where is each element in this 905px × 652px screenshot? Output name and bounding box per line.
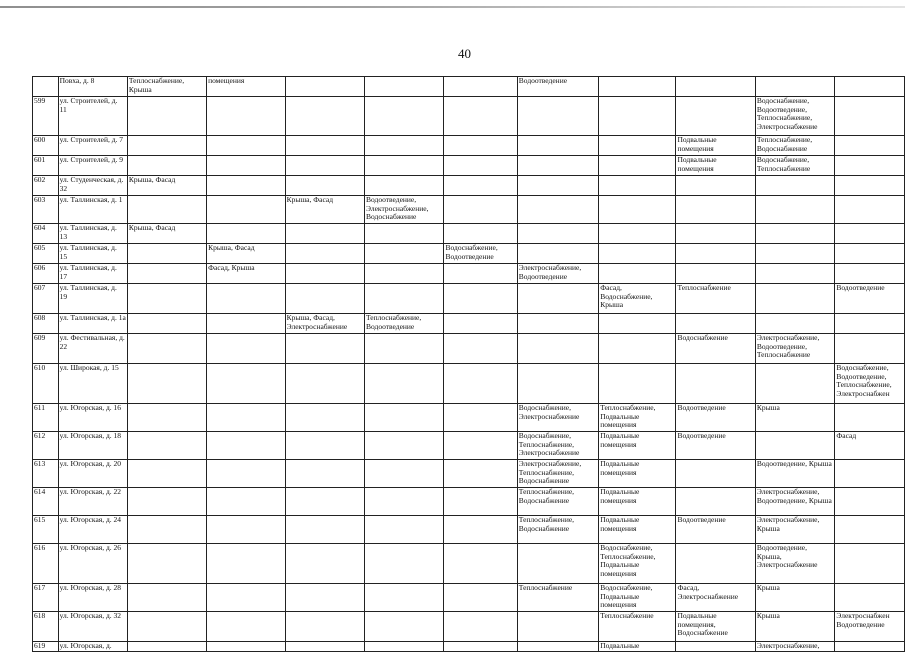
work-type-cell [127, 432, 206, 460]
work-type-cell: Теплоснабжение [676, 284, 755, 314]
work-type-cell [599, 176, 676, 196]
address-cell: ул. Югорская, д. 32 [58, 612, 127, 642]
table-row [33, 224, 905, 244]
work-type-cell: Подвальные помещения [599, 516, 676, 544]
work-type-cell [835, 244, 905, 264]
table-row [33, 612, 905, 642]
work-type-cell [365, 432, 444, 460]
table-row [33, 264, 905, 284]
work-type-cell [207, 432, 286, 460]
work-type-cell [207, 364, 286, 404]
work-type-cell: Теплоснабжение, Водоснабжение [517, 488, 598, 516]
work-type-cell [365, 404, 444, 432]
work-type-cell: помещения [207, 77, 286, 97]
work-type-cell [285, 334, 364, 364]
work-type-cell [207, 334, 286, 364]
address-cell: ул. Таллинская, д. 1 [58, 196, 127, 224]
work-type-cell [444, 284, 517, 314]
work-type-cell: Водоснабжение, Теплоснабжение [755, 156, 834, 176]
work-type-cell [444, 196, 517, 224]
work-type-cell: Водоснабжение, Водоотведение, Теплоснабжение, Электроснабжение [755, 97, 834, 136]
work-type-cell: Теплоснабжение, Подвальные помещения [599, 404, 676, 432]
work-type-cell [127, 196, 206, 224]
work-type-cell [365, 544, 444, 584]
work-type-cell [285, 544, 364, 584]
work-type-cell [127, 156, 206, 176]
row-number-cell: 612 [33, 432, 59, 460]
row-number-cell: 602 [33, 176, 59, 196]
work-type-cell [444, 136, 517, 156]
work-type-cell: Электроснабжен Водоотведение [835, 612, 905, 642]
work-type-cell [444, 460, 517, 488]
work-type-cell [285, 460, 364, 488]
work-type-cell: Электроснабжение, Водоотведение [517, 264, 598, 284]
work-type-cell [517, 196, 598, 224]
work-type-cell [517, 244, 598, 264]
work-type-cell [676, 196, 755, 224]
work-type-cell [755, 244, 834, 264]
work-type-cell: Фасад, Электроснабжение [676, 584, 755, 612]
address-cell: ул. Югорская, д. 20 [58, 460, 127, 488]
work-type-cell [207, 156, 286, 176]
table-row [33, 460, 905, 488]
work-type-cell [517, 642, 598, 652]
address-cell: ул. Таллинская, д. 1а [58, 314, 127, 334]
work-type-cell [755, 432, 834, 460]
work-type-cell [365, 364, 444, 404]
work-type-cell [127, 97, 206, 136]
table-row [33, 584, 905, 612]
work-type-cell: Крыша [755, 404, 834, 432]
work-type-cell [517, 544, 598, 584]
work-type-cell [517, 97, 598, 136]
work-type-cell [676, 364, 755, 404]
work-type-cell [365, 642, 444, 652]
work-type-cell [517, 136, 598, 156]
table-row [33, 156, 905, 176]
work-type-cell [127, 544, 206, 584]
work-type-cell [676, 264, 755, 284]
table-row [33, 77, 905, 97]
work-type-cell: Водоснабжение, Теплоснабжение, Подвальные помещения [599, 544, 676, 584]
row-number-cell: 608 [33, 314, 59, 334]
work-type-cell: Теплоснабжение [599, 612, 676, 642]
work-type-cell [599, 264, 676, 284]
table-row [33, 516, 905, 544]
work-type-cell [444, 224, 517, 244]
table-row [33, 544, 905, 584]
address-cell: ул. Таллинская, д. 19 [58, 284, 127, 314]
address-cell: ул. Фестивальная, д. 22 [58, 334, 127, 364]
work-type-cell [285, 584, 364, 612]
work-type-cell: Крыша [755, 584, 834, 612]
work-type-cell [835, 156, 905, 176]
work-type-cell [365, 334, 444, 364]
work-type-cell [207, 136, 286, 156]
work-type-cell: Подвальные помещения, Водоснабжение [676, 612, 755, 642]
work-type-cell: Водоотведение [676, 516, 755, 544]
work-type-cell [444, 77, 517, 97]
work-type-cell [676, 460, 755, 488]
work-type-cell: Подвальные помещения [599, 488, 676, 516]
work-type-cell [599, 314, 676, 334]
table-row [33, 334, 905, 364]
work-type-cell [444, 314, 517, 334]
work-type-cell [285, 612, 364, 642]
table-row [33, 136, 905, 156]
row-number-cell: 609 [33, 334, 59, 364]
address-cell: ул. Таллинская, д. 13 [58, 224, 127, 244]
work-type-cell [127, 364, 206, 404]
work-type-cell [285, 244, 364, 264]
work-type-cell [207, 460, 286, 488]
work-type-cell [676, 314, 755, 334]
row-number-cell: 599 [33, 97, 59, 136]
work-type-cell [444, 264, 517, 284]
row-number-cell: 605 [33, 244, 59, 264]
work-type-cell [285, 404, 364, 432]
work-type-cell: Водоснабжение, Теплоснабжение, Электроснабжение [517, 432, 598, 460]
work-type-cell [676, 97, 755, 136]
work-type-cell [207, 97, 286, 136]
work-type-cell [127, 244, 206, 264]
work-type-cell: Электроснабжение, Водоотведение, Теплоснабжение [755, 334, 834, 364]
work-type-cell [835, 516, 905, 544]
address-cell: ул. Таллинская, д. 15 [58, 244, 127, 264]
work-type-cell [517, 364, 598, 404]
work-type-cell [207, 224, 286, 244]
work-type-cell [444, 156, 517, 176]
work-type-cell [517, 612, 598, 642]
work-type-cell: Водоснабжение, Подвальные помещения [599, 584, 676, 612]
work-type-cell [285, 364, 364, 404]
row-number-cell: 617 [33, 584, 59, 612]
work-type-cell: Водоснабжение, Водоотведение, Теплоснабжение, Электроснабжен [835, 364, 905, 404]
row-number-cell: 615 [33, 516, 59, 544]
work-type-cell [207, 176, 286, 196]
work-type-cell: Крыша, Фасад, Электроснабжение [285, 314, 364, 334]
table-row [33, 432, 905, 460]
work-type-cell: Водоснабжение [676, 334, 755, 364]
work-type-cell [365, 460, 444, 488]
work-type-cell [444, 612, 517, 642]
work-type-cell [207, 196, 286, 224]
work-type-cell: Фасад, Водоснабжение, Крыша [599, 284, 676, 314]
work-type-cell: Водоотведение [676, 432, 755, 460]
address-cell: ул. Широкая, д. 15 [58, 364, 127, 404]
page-number: 40 [458, 46, 471, 61]
work-type-cell [755, 284, 834, 314]
work-type-cell [127, 584, 206, 612]
work-type-cell [207, 404, 286, 432]
row-number-cell: 616 [33, 544, 59, 584]
work-type-cell [365, 284, 444, 314]
work-type-cell [835, 404, 905, 432]
work-type-cell: Подвальные помещения [599, 460, 676, 488]
work-type-cell [599, 334, 676, 364]
address-cell: ул. Югорская, д. 22 [58, 488, 127, 516]
table-row [33, 314, 905, 334]
work-type-cell [517, 334, 598, 364]
work-type-cell: Водоснабжение, Электроснабжение [517, 404, 598, 432]
work-type-cell: Подвальные помещения [676, 136, 755, 156]
work-type-cell: Фасад, Крыша [207, 264, 286, 284]
work-type-cell: Подвальные помещения [599, 432, 676, 460]
work-type-cell [207, 314, 286, 334]
work-type-cell [365, 612, 444, 642]
address-cell: ул. Строителей, д. 7 [58, 136, 127, 156]
work-type-cell [444, 488, 517, 516]
work-type-cell [835, 544, 905, 584]
work-type-cell: Подвальные помещения [676, 156, 755, 176]
work-type-cell [755, 224, 834, 244]
work-type-cell: Водоотведение, Электроснабжение, Водоснабжение [365, 196, 444, 224]
work-type-cell [285, 156, 364, 176]
work-type-cell [599, 244, 676, 264]
work-type-cell [207, 642, 286, 652]
work-type-cell [517, 284, 598, 314]
work-type-cell [127, 488, 206, 516]
work-type-cell [365, 156, 444, 176]
work-type-cell [444, 516, 517, 544]
work-type-cell: Фасад [835, 432, 905, 460]
address-cell: ул. Югорская, д. [58, 642, 127, 652]
work-type-cell [676, 176, 755, 196]
work-type-cell [444, 404, 517, 432]
work-type-cell [599, 156, 676, 176]
work-type-cell [285, 77, 364, 97]
work-type-cell [444, 584, 517, 612]
work-type-cell [835, 97, 905, 136]
work-type-cell [755, 314, 834, 334]
work-type-cell [676, 642, 755, 652]
work-type-cell [285, 642, 364, 652]
work-type-cell [285, 516, 364, 544]
row-number-cell [33, 77, 59, 97]
work-type-cell [207, 284, 286, 314]
work-type-cell [835, 77, 905, 97]
work-type-cell [127, 264, 206, 284]
work-type-cell [676, 488, 755, 516]
work-type-cell: Крыша, Фасад [127, 224, 206, 244]
work-type-cell [444, 334, 517, 364]
work-type-cell [207, 488, 286, 516]
work-type-cell [835, 176, 905, 196]
row-number-cell: 613 [33, 460, 59, 488]
address-cell: ул. Таллинская, д. 17 [58, 264, 127, 284]
work-type-cell: Водоотведение, Крыша, Электроснабжение [755, 544, 834, 584]
work-type-cell [599, 196, 676, 224]
work-type-cell [127, 516, 206, 544]
work-type-cell [444, 642, 517, 652]
row-number-cell: 606 [33, 264, 59, 284]
row-number-cell: 618 [33, 612, 59, 642]
work-type-cell: Водоотведение [517, 77, 598, 97]
work-type-cell [755, 77, 834, 97]
work-type-cell [835, 136, 905, 156]
work-type-cell [444, 544, 517, 584]
work-type-cell [365, 584, 444, 612]
work-type-cell: Водоотведение, Крыша [755, 460, 834, 488]
work-type-cell: Электроснабжение, Крыша [755, 516, 834, 544]
work-type-cell [835, 264, 905, 284]
work-type-cell [517, 224, 598, 244]
work-type-cell [127, 334, 206, 364]
work-type-cell [755, 364, 834, 404]
address-cell: ул. Строителей, д. 9 [58, 156, 127, 176]
work-type-cell [755, 176, 834, 196]
row-number-cell: 614 [33, 488, 59, 516]
work-type-cell [444, 176, 517, 196]
work-type-cell: Водоотведение [676, 404, 755, 432]
row-number-cell: 619 [33, 642, 59, 652]
work-type-cell [207, 584, 286, 612]
row-number-cell: 603 [33, 196, 59, 224]
work-type-cell [127, 136, 206, 156]
table-row [33, 364, 905, 404]
work-type-cell [517, 156, 598, 176]
work-type-cell: Теплоснабжение, Водоотведение [365, 314, 444, 334]
work-type-cell: Теплоснабжение, Водоснабжение [517, 516, 598, 544]
work-type-cell: Электроснабжение, Теплоснабжение, Водоснабжение [517, 460, 598, 488]
row-number-cell: 601 [33, 156, 59, 176]
work-type-cell: Электроснабжение, Водоотведение, Крыша [755, 488, 834, 516]
work-type-cell [285, 488, 364, 516]
work-type-cell: Теплоснабжение [517, 584, 598, 612]
work-type-cell [365, 136, 444, 156]
work-type-cell [835, 196, 905, 224]
work-type-cell [835, 314, 905, 334]
work-type-cell [444, 97, 517, 136]
address-cell: ул. Югорская, д. 28 [58, 584, 127, 612]
table-row [33, 97, 905, 136]
address-cell: Повха, д. 8 [58, 77, 127, 97]
scan-edge-line [0, 6, 905, 8]
work-type-cell [835, 334, 905, 364]
work-type-cell [127, 284, 206, 314]
row-number-cell: 607 [33, 284, 59, 314]
work-type-cell [285, 432, 364, 460]
table-row [33, 404, 905, 432]
work-type-cell [599, 77, 676, 97]
table-row [33, 642, 905, 652]
work-type-cell: Крыша, Фасад [207, 244, 286, 264]
table-row [33, 244, 905, 264]
work-type-cell [755, 264, 834, 284]
work-type-cell [207, 612, 286, 642]
work-type-cell [676, 544, 755, 584]
work-type-cell [285, 136, 364, 156]
work-type-cell [599, 224, 676, 244]
work-type-cell [285, 284, 364, 314]
work-type-cell [755, 196, 834, 224]
work-type-cell [365, 97, 444, 136]
work-type-cell [676, 244, 755, 264]
repair-schedule-table [32, 76, 905, 652]
work-type-cell [127, 612, 206, 642]
work-type-cell: Водоснабжение, Водоотведение [444, 244, 517, 264]
work-type-cell [207, 516, 286, 544]
work-type-cell [365, 264, 444, 284]
work-type-cell [835, 224, 905, 244]
work-type-cell [517, 176, 598, 196]
row-number-cell: 600 [33, 136, 59, 156]
address-cell: ул. Югорская, д. 16 [58, 404, 127, 432]
table-row [33, 488, 905, 516]
row-number-cell: 611 [33, 404, 59, 432]
work-type-cell [285, 264, 364, 284]
work-type-cell [365, 488, 444, 516]
work-type-cell [285, 97, 364, 136]
table-row [33, 196, 905, 224]
table-row [33, 176, 905, 196]
work-type-cell [365, 244, 444, 264]
work-type-cell: Теплоснабжение, Водоснабжение [755, 136, 834, 156]
table-body [33, 77, 905, 652]
work-type-cell [599, 364, 676, 404]
address-cell: ул. Югорская, д. 24 [58, 516, 127, 544]
work-type-cell [517, 314, 598, 334]
work-type-cell [835, 460, 905, 488]
work-type-cell [676, 77, 755, 97]
work-type-cell: Крыша, Фасад [285, 196, 364, 224]
row-number-cell: 604 [33, 224, 59, 244]
work-type-cell [127, 642, 206, 652]
work-type-cell [365, 77, 444, 97]
work-type-cell [835, 584, 905, 612]
row-number-cell: 610 [33, 364, 59, 404]
work-type-cell [599, 136, 676, 156]
work-type-cell [127, 314, 206, 334]
work-type-cell [599, 97, 676, 136]
work-type-cell [365, 516, 444, 544]
work-type-cell [365, 224, 444, 244]
address-cell: ул. Студенческая, д. 32 [58, 176, 127, 196]
work-type-cell [676, 224, 755, 244]
work-type-cell: Теплоснабжение, Крыша [127, 77, 206, 97]
work-type-cell [285, 176, 364, 196]
work-type-cell: Водоотведение [835, 284, 905, 314]
work-type-cell: Электроснабжение, [755, 642, 834, 652]
work-type-cell [285, 224, 364, 244]
address-cell: ул. Строителей, д. 11 [58, 97, 127, 136]
work-type-cell [365, 176, 444, 196]
work-type-cell [207, 544, 286, 584]
work-type-cell: Крыша [755, 612, 834, 642]
address-cell: ул. Югорская, д. 26 [58, 544, 127, 584]
work-type-cell [444, 364, 517, 404]
work-type-cell: Крыша, Фасад [127, 176, 206, 196]
address-cell: ул. Югорская, д. 18 [58, 432, 127, 460]
table-row [33, 284, 905, 314]
work-type-cell [444, 432, 517, 460]
work-type-cell: Подвальные [599, 642, 676, 652]
work-type-cell [835, 488, 905, 516]
work-type-cell [127, 404, 206, 432]
work-type-cell [127, 460, 206, 488]
work-type-cell [835, 642, 905, 652]
